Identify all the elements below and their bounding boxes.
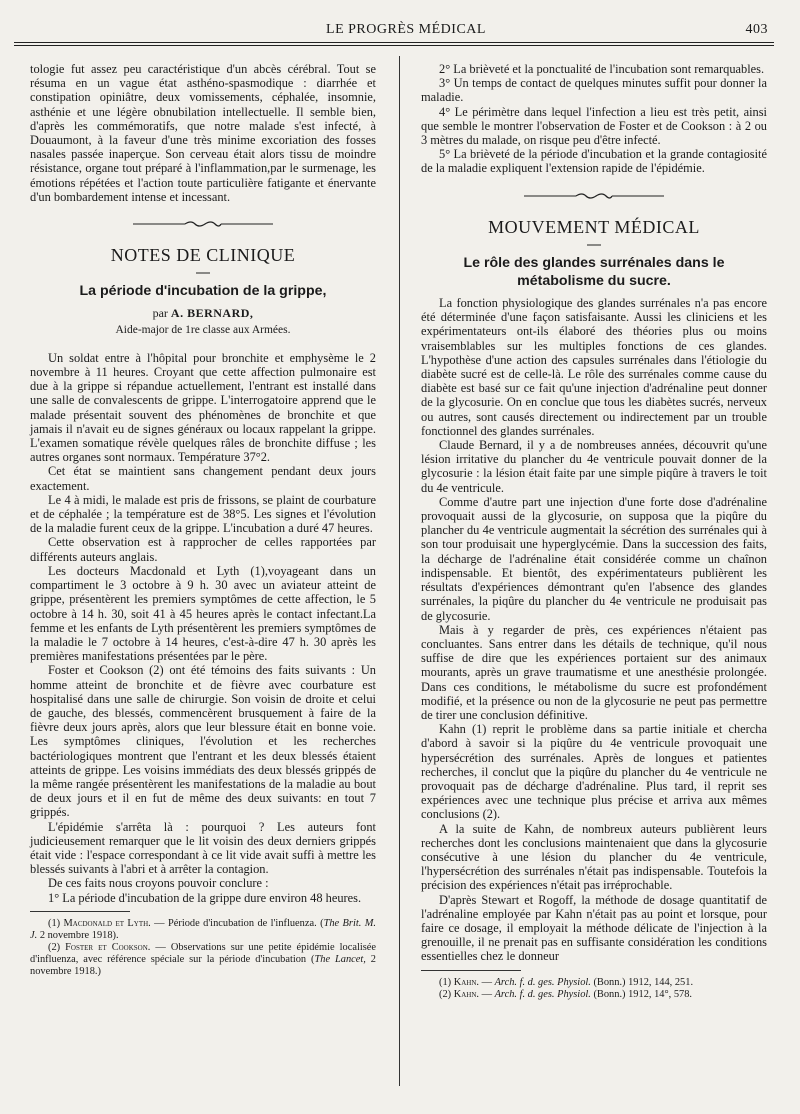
- footnote: (1) Macdonald et Lyth. — Période d'incubation de l'influenza. (The Brit. M. J. 2 novembre 1918).: [30, 917, 376, 941]
- footnote-tail: 2 novembre 1918.): [30, 953, 376, 977]
- ornament-icon: [133, 220, 273, 228]
- left-column: [30, 62, 376, 978]
- paragraph: La fonction physiologique des glandes surrénales n'a pas encore été déterminée d'une façon satisfaisante. Aussi les cliniciens et les expérimentateurs ont-ils élaboré des théories plus ou moins vraisemblables sur les multiples fonctions de ces glandes. L'hypothèse d'une action des capsules surrénales dans l'étiologie du diabète sucré est de celle-là. Le rôle des surrénales comme cause du diabète est basé sur ce fait qu'une injection d'adrénaline peut donner de la glycosurie. On en conclue que tous les diabètes sucrés, nerveux ou autres, sont causés directement ou indirectement par un trouble fonctionnel des glandes surrénales.: [421, 296, 767, 438]
- paragraph: A la suite de Kahn, de nombreux auteurs publièrent leurs recherches dont les conclusions maintenaient que dans la glycosurie consécutive à une lésion du plancher du 4e ventricule, l'hypersécrétion des surrénales n'était pas indispensable. Toutefois la précision des expériences n'était pas irréprochable.: [421, 821, 767, 893]
- article-title-grippe: La période d'incubation de la grippe,: [79, 283, 327, 300]
- footnote-author: Foster et Cookson: [65, 941, 148, 953]
- footnote-text: . —: [476, 988, 495, 1000]
- paragraph: Le 4 à midi, le malade est pris de frissons, se plaint de courbature et de céphalée ; la température est de 38°5. Les signes et l'évolution de la maladie furent ceux de la grippe. L'incubation a duré 47 heures.: [30, 492, 376, 536]
- paragraph: D'après Stewart et Rogoff, la méthode de dosage quantitatif de l'adrénaline employée par Kahn n'était pas au point et lorsque, pour faire ce dosage, il employait la méthode délicate de l'injection à la grenouille, il ne prenait pas en suffisante considération les conditions essentielles chez le donneur: [421, 892, 767, 964]
- title-dash: [421, 238, 767, 248]
- byline-prefix: par: [152, 306, 168, 321]
- footnote-journal: The Lancet,: [314, 953, 366, 965]
- paragraph: Mais à y regarder de près, ces expériences n'étaient pas concluantes. Sans entrer dans les détails de technique, qu'il nous suffise de dire que les expériences portaient sur des animaux mourants, après un grave traumatisme et une anesthésie prolongée. Dans ces conditions, le métabolisme du sucre est profondément modifié, et la présence ou non de la glycosurie ne peut pas permettre de tirer une conclusion définitive.: [421, 622, 767, 722]
- paragraph: Cet état se maintient sans changement pendant deux jours exactement.: [30, 464, 376, 493]
- footnote: (1) Kahn. — Arch. f. d. ges. Physiol. (Bonn.) 1912, 144, 251.: [439, 976, 694, 988]
- footnote-tail: (Bonn.) 1912, 144, 251.: [590, 976, 694, 988]
- page-number: 403: [745, 22, 768, 37]
- paragraph: L'épidémie s'arrêta là : pourquoi ? Les auteurs font judicieusement remarquer que le lit voisin des deux derniers grippés était vide : l'espace correspondant à ce lit vide avait suffi à mettre les blessés suivants à l'abri et à arrêter la contagion.: [30, 819, 376, 877]
- section-title-mouvement: MOUVEMENT MÉDICAL: [488, 216, 700, 237]
- paragraph: Claude Bernard, il y a de nombreuses années, découvrit qu'une lésion irritative du plancher du 4e ventricule pouvait donner de la glycosurie : la lésion était faite par une simple piqûre à travers le toit du 4e ventricule.: [421, 438, 767, 495]
- footnote-journal: Arch. f. d. ges. Physiol.: [494, 988, 591, 1000]
- footnote: (2) Kahn. — Arch. f. d. ges. Physiol. (Bonn.) 1912, 14°, 578.: [439, 988, 693, 1000]
- footnote-text: . — Période d'incubation de l'influenza. (: [148, 917, 324, 929]
- conclusion-item: 4° Le périmètre dans lequel l'infection a lieu est très petit, ainsi que semble le montrer l'observation de Foster et de Cookson : à 2 ou 3 mètres du malade, on risque peu d'être infecté.: [421, 104, 767, 148]
- paragraph: De ces faits nous croyons pouvoir conclure :: [48, 876, 269, 891]
- footnote-journal: The Brit. M. J.: [30, 917, 376, 941]
- footnote-author: Kahn: [453, 976, 477, 988]
- conclusion-item: 2° La brièveté et la ponctualité de l'incubation sont remarquables.: [439, 62, 765, 76]
- running-head: [44, 22, 768, 42]
- paragraph: 1° La période d'incubation de la grippe dure environ 48 heures.: [48, 890, 362, 905]
- right-column: [421, 62, 767, 1001]
- author-name: A. BERNARD,: [170, 306, 254, 321]
- paragraph: Comme d'autre part une injection d'une forte dose d'adrénaline provoquait aussi de la glycosurie, on supposa que la piqûre du plancher du 4e ventricule augmentait la sécrétion des surrénales qui à son tour produisait une hyperglycémie. Dans la succession des faits, la décharge de l'adrénaline était considérée comme un chaînon indispensable. Et bientôt, des expérimentateurs publièrent les résultats d'expériences démontrant qu'en l'absence des glandes surrénales, la piqûre du plancher du 4e ventricule ne produisait pas de glycosurie.: [421, 494, 767, 623]
- paragraph: Foster et Cookson (2) ont été témoins des faits suivants : Un homme atteint de bronchite et de fièvre avec courbature est hospitalisé dans une salle de chirurgie. Son voisin de droite et celui de gauche, des blessés, commencèrent brusquement à faire de la fièvre deux jours après, alors que leur blessure était en bonne voie. Les symptômes cliniques, l'évolution et les recherches bactériologiques montrent que l'entrant et les deux blessés étaient atteints de grippe. Les voisins immédiats des deux blessés grippés de la même rangée présentèrent les manifestations de la maladie au bout de deux jours et il en fut de même des deux suivants: en tout 7 grippés.: [30, 663, 376, 820]
- footnote-text: . — Observations sur une petite épidémie localisée d'influenza, avec référence spéciale sur la période d'incubation (: [30, 941, 376, 965]
- header-rule: [14, 42, 774, 46]
- ornament-divider: [421, 190, 767, 204]
- footnote-journal: Arch. f. d. ges. Physiol.: [494, 976, 591, 988]
- ornament-icon: [524, 192, 664, 200]
- footnote-text: . —: [476, 976, 495, 988]
- article-title-surrenales: Le rôle des glandes surrénales dans le métabolisme du sucre.: [463, 255, 725, 290]
- conclusion-item: 5° La brièveté de la période d'incubation et la grande contagiosité de la maladie expliquent l'extension rapide de l'épidémie.: [421, 147, 767, 176]
- section-title-notes: NOTES DE CLINIQUE: [110, 245, 296, 266]
- byline: [30, 306, 376, 320]
- paragraph: Kahn (1) reprit le problème dans sa partie initiale et chercha d'abord à savoir si la piqûre du 4e ventricule provoquait une hypersécrétion des surrénales. Après de longues et patientes recherches, il conclut que la piqûre du plancher du 4e ventricule ne provoquait pas de décharge d'adrénaline. Plus tard, il reprit ses expériences avec une technique plus précise et arriva aux mêmes conclusions (2).: [421, 722, 767, 822]
- author-rank: Aide-major de 1re classe aux Armées.: [115, 323, 291, 336]
- conclusion-item: 3° Un temps de contact de quelques minutes suffit pour donner la maladie.: [421, 76, 767, 105]
- footnote-rule: [30, 911, 130, 912]
- intro-paragraph: tologie fut assez peu caractéristique d'un abcès cérébral. Tout se résuma en un vague état asthéno-spasmodique : diarrhée et constipation opiniâtre, deux vomissements, céphalée, insomnie, asthénie et une légère obnubilation intellectuelle. Il semble bien, d'après les commémoratifs, que notre malade s'est infecté, à Douaumont, à la faveur d'une très minime excoriation des fosses nasales passée inaperçue. Son cerveau était alors tissu de moindre résistance, organe tout préparé à l'inflammation,par le surmenage, les émotions répétées et l'action toute particulière fatigante et énervante d'un bombardement intense et incessant.: [30, 62, 376, 204]
- title-dash: [30, 266, 376, 276]
- ornament-divider: [30, 218, 376, 232]
- column-divider: [399, 56, 400, 1086]
- paragraph: Les docteurs Macdonald et Lyth (1),voyageant dans un compartiment le 3 octobre à 9 h. 30 avec un aviateur atteint de grippe, présentèrent les premiers symptômes de cette affection, le 5 octobre à 14 h. 30, soit 41 à 45 heures après le contact infectant.La femme et les enfants de Lyth présentèrent les premiers symptômes de la maladie le 7 octobre à 14 heures, c'est-à-dire 47 h. 30 après les premières manifestations présentées par le père.: [30, 563, 376, 664]
- footnote-author: Macdonald et Lyth: [63, 917, 149, 929]
- paragraph: Un soldat entre à l'hôpital pour bronchite et emphysème le 2 novembre à 11 heures. Croyant que cette affection pulmonaire est due à la grippe si répandue actuellement, l'entrant est installé dans une salle de convalescents de grippe. L'interrogatoire apprend que le malade présentait souvent des phénomènes de bronchite et que jamais il n'avait eu de signes généraux ou locaux rappelant la grippe. L'examen somatique révèle quelques râles de bronchite diffuse ; les autres organes sont normaux. Température 37°2.: [30, 350, 376, 465]
- journal-title: LE PROGRÈS MÉDICAL: [326, 22, 486, 37]
- footnote-tail: (Bonn.) 1912, 14°, 578.: [590, 988, 693, 1000]
- footnote: (2) Foster et Cookson. — Observations sur une petite épidémie localisée d'influenza, avec référence spéciale sur la période d'incubation (The Lancet, 2 novembre 1918.): [30, 941, 376, 977]
- footnote-rule: [421, 970, 521, 971]
- footnote-tail: 2 novembre 1918).: [37, 929, 119, 941]
- footnote-author: Kahn: [453, 988, 477, 1000]
- paragraph: Cette observation est à rapprocher de celles rapportées par différents auteurs anglais.: [30, 535, 376, 564]
